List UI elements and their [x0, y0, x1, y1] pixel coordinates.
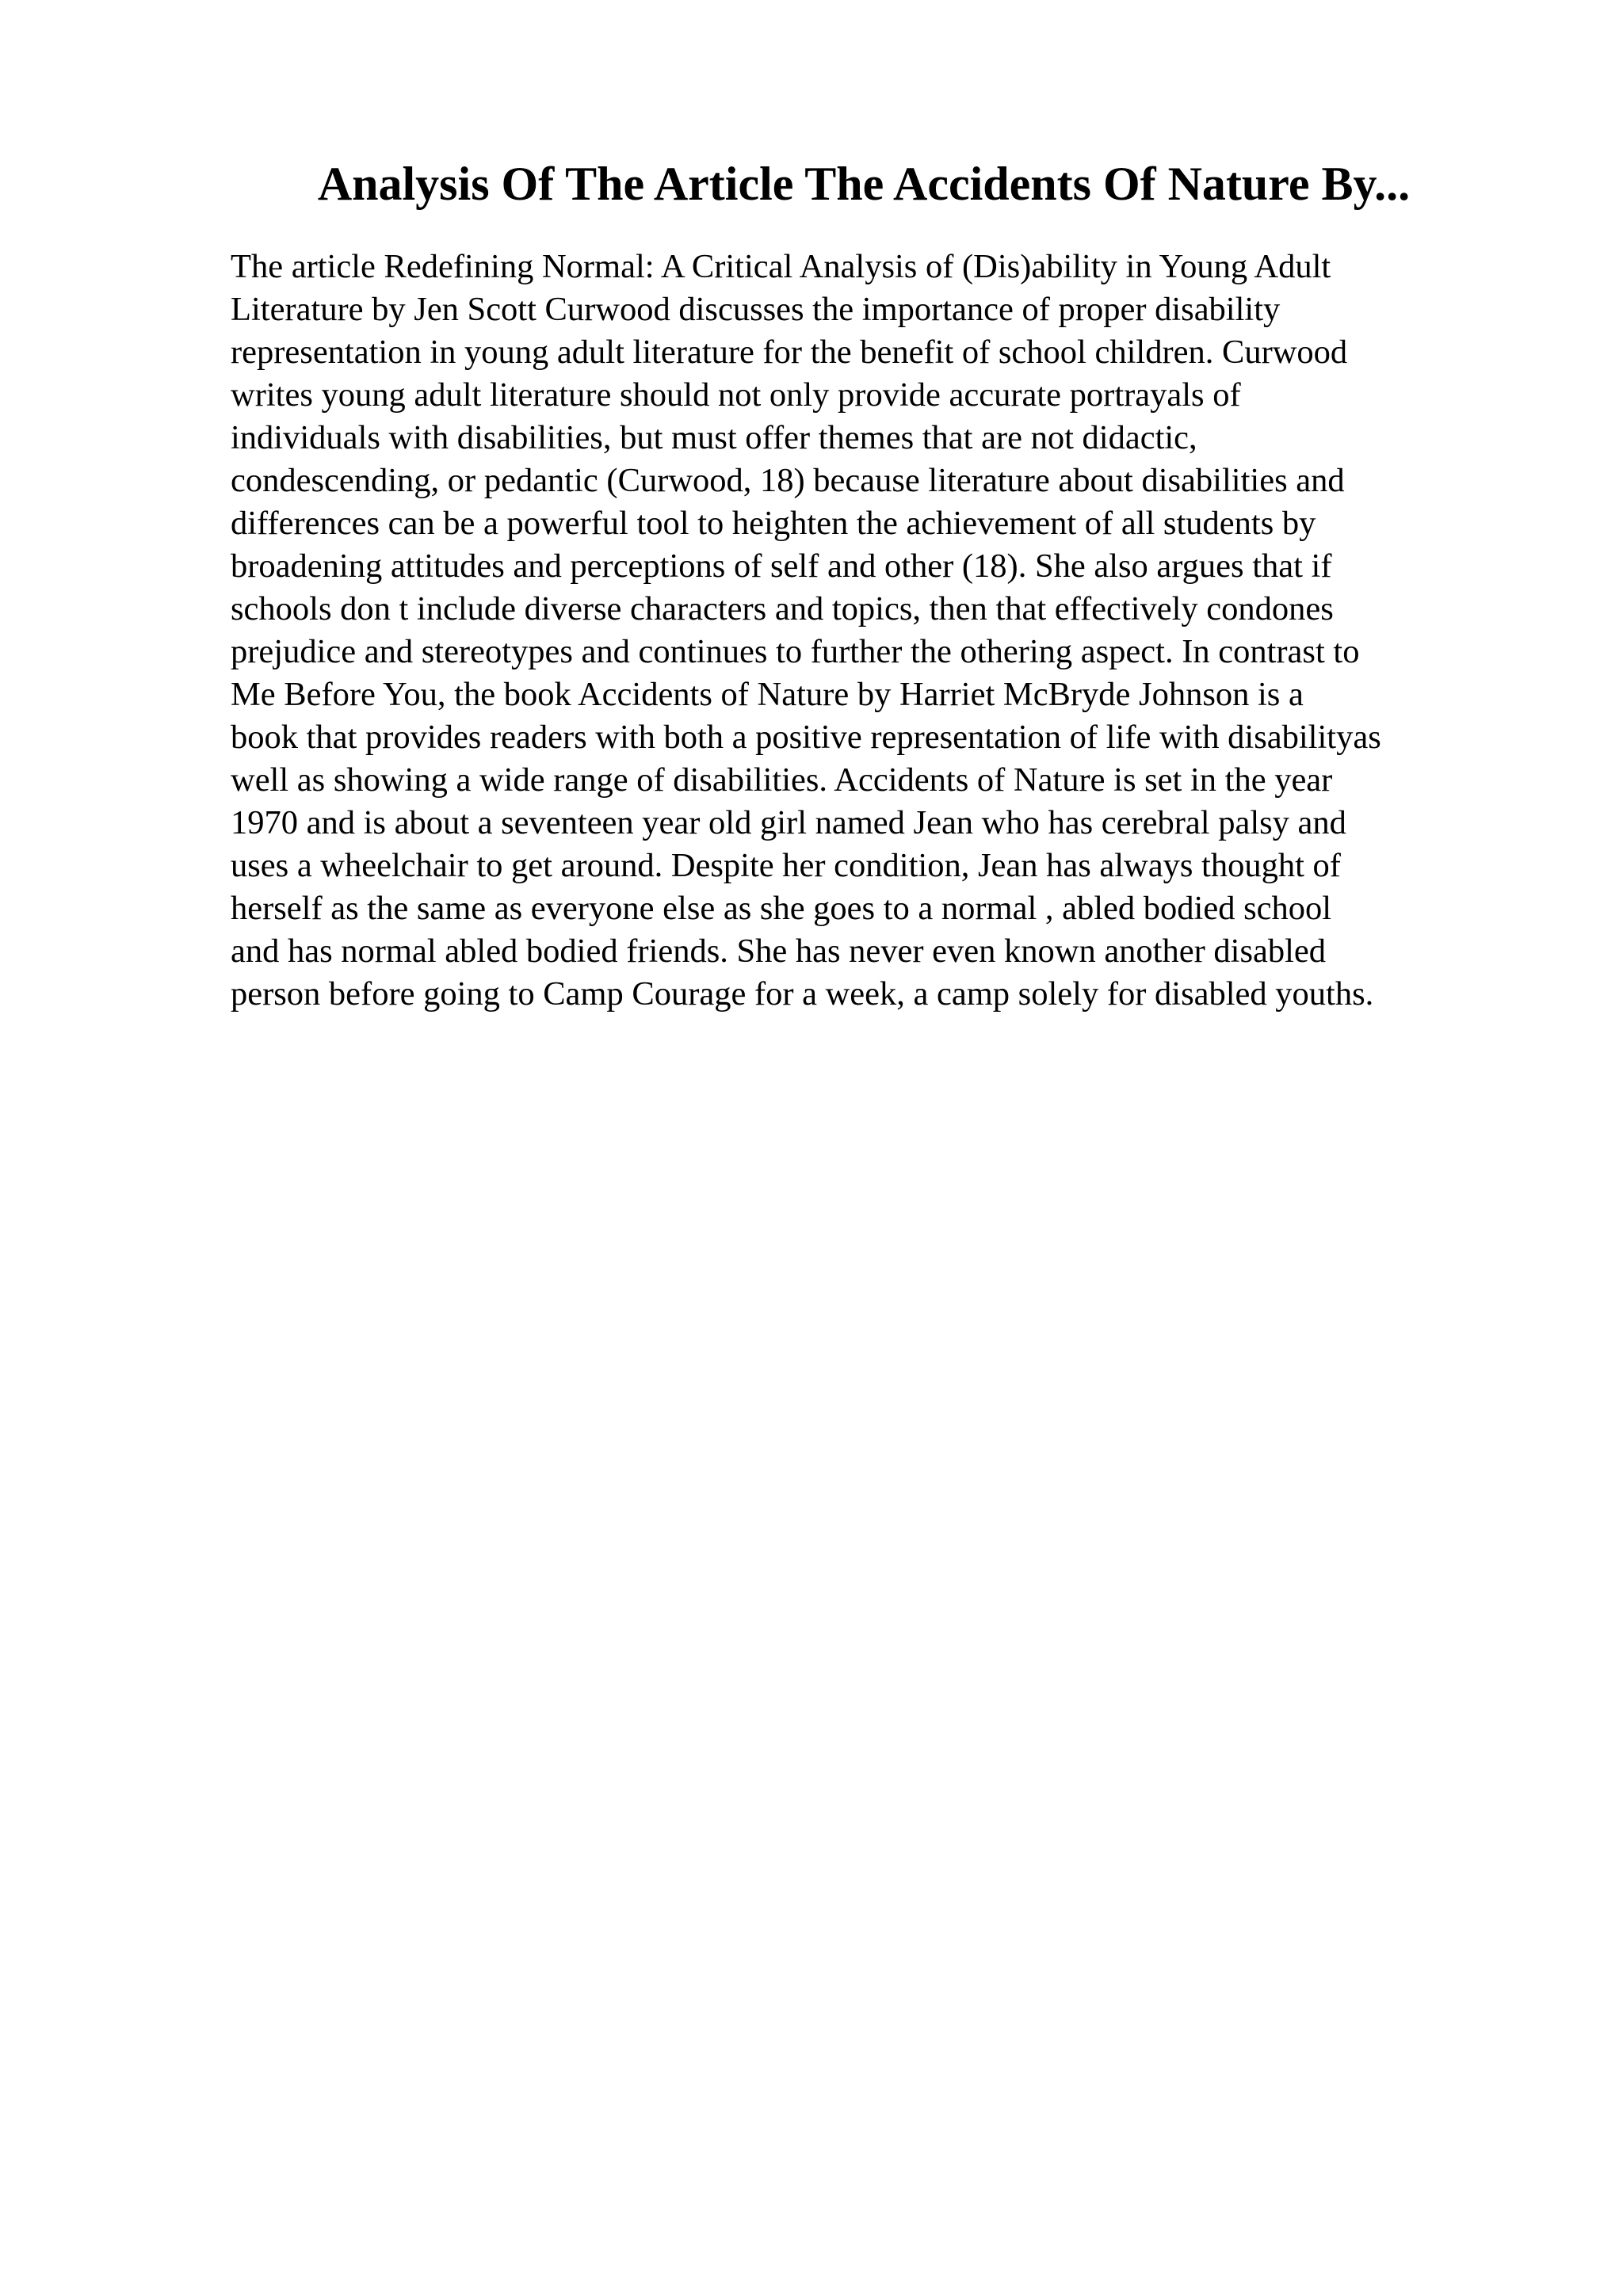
body-line: differences can be a powerful tool to heighten the achievement of all students by [231, 505, 1316, 542]
body-line: prejudice and stereotypes and continues to further the othering aspect. In contrast to [231, 633, 1360, 670]
body-line: condescending, or pedantic (Curwood, 18) because literature about disabilities and [231, 462, 1345, 499]
document-title: Analysis Of The Article The Accidents Of Nature By... [317, 158, 1411, 210]
body-line: well as showing a wide range of disabilities. Accidents of Nature is set in the year [231, 761, 1333, 799]
body-line: The article Redefining Normal: A Critical Analysis of (Dis)ability in Young Adult [231, 248, 1331, 285]
body-line: 1970 and is about a seventeen year old girl named Jean who has cerebral palsy and [231, 804, 1346, 841]
body-line: and has normal abled bodied friends. She has never even known another disabled [231, 933, 1327, 970]
body-line: representation in young adult literature for the benefit of school children. Curwood [231, 334, 1348, 371]
body-line: Literature by Jen Scott Curwood discusses the importance of proper disability [231, 291, 1281, 328]
body-line: herself as the same as everyone else as she goes to a normal , abled bodied school [231, 890, 1332, 927]
body-line: writes young adult literature should not only provide accurate portrayals of [231, 376, 1241, 414]
body-line: uses a wheelchair to get around. Despite her condition, Jean has always thought of [231, 847, 1341, 884]
body-line: schools don t include diverse characters and topics, then that effectively condones [231, 590, 1334, 627]
body-line: Me Before You, the book Accidents of Nature by Harriet McBryde Johnson is a [231, 676, 1304, 713]
body-line: person before going to Camp Courage for a week, a camp solely for disabled youths. [231, 975, 1374, 1013]
body-line: book that provides readers with both a positive representation of life with disabilityas [231, 719, 1381, 756]
body-line: broadening attitudes and perceptions of self and other (18). She also argues that if [231, 547, 1332, 585]
body-line: individuals with disabilities, but must offer themes that are not didactic, [231, 419, 1197, 456]
body-paragraph [231, 246, 1514, 1016]
